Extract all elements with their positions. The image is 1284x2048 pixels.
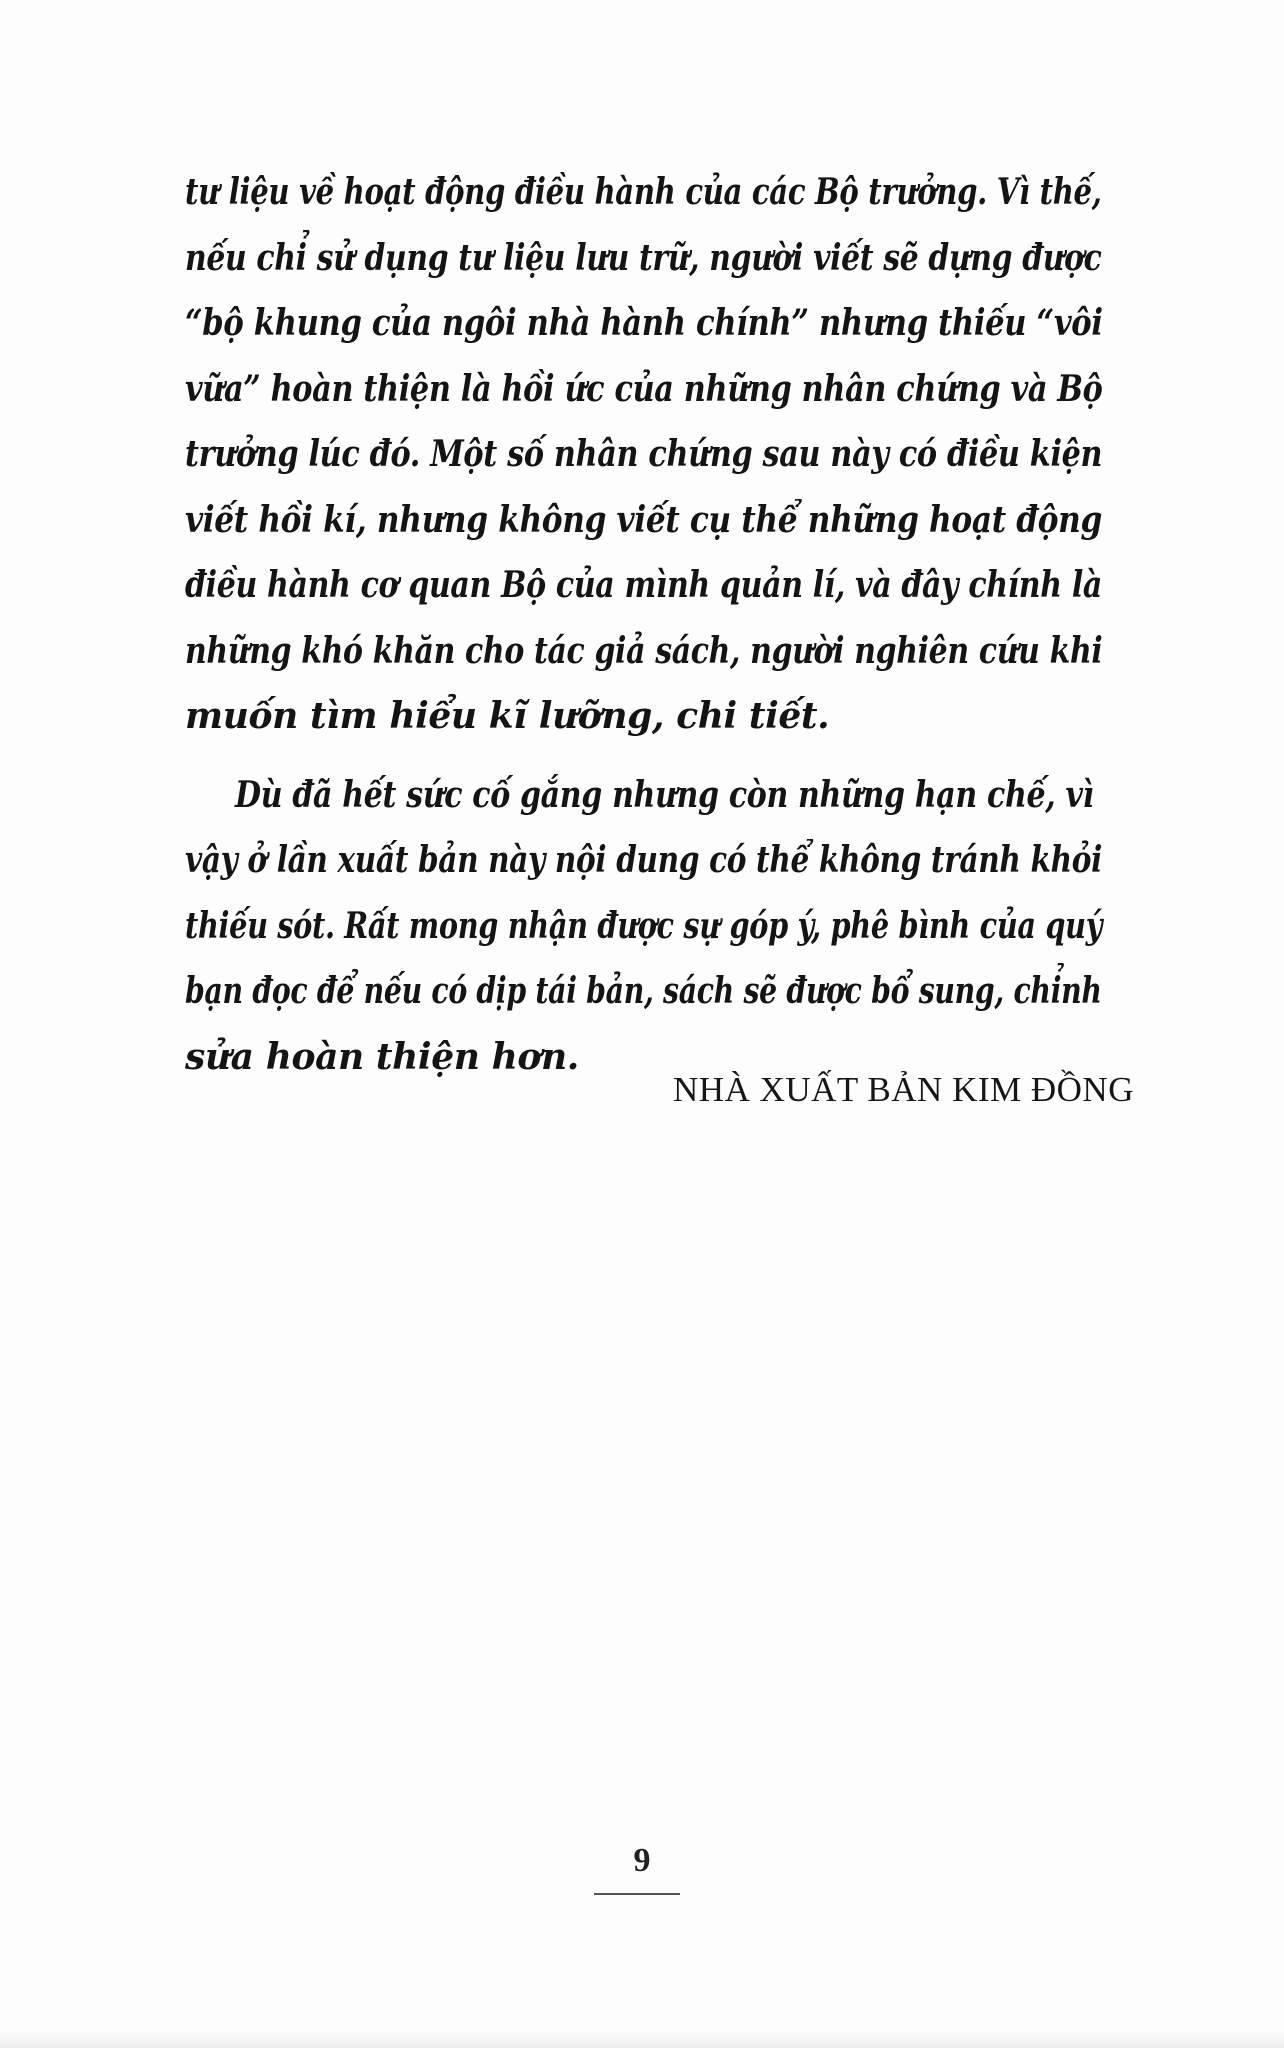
paragraph-1 — [185, 160, 1120, 750]
page-number: 9 — [633, 1842, 651, 1879]
paragraph-2-line: Dù đã hết sức cố gắng nhưng còn những hạn chế, vì — [235, 773, 1094, 816]
paragraph-1-line: trưởng lúc đó. Một số nhân chứng sau này có điều kiện — [185, 433, 1103, 475]
paragraph-1-line: viết hồi kí, nhưng không viết cụ thể những hoạt động — [185, 498, 1102, 541]
paragraph-1-line: “bộ khung của ngôi nhà hành chính” nhưng thiếu “vôi — [185, 302, 1103, 344]
paragraph-2 — [185, 763, 1120, 1091]
paragraph-1-line: tư liệu về hoạt động điều hành của các Bộ trưởng. Vì thế, — [185, 171, 1102, 213]
paragraph-1-line: nếu chỉ sử dụng tư liệu lưu trữ, người viết sẽ dựng được — [185, 236, 1102, 279]
paragraph-1-line: những khó khăn cho tác giả sách, người nghiên cứu khi — [185, 629, 1103, 672]
paragraph-2-line: thiếu sót. Rất mong nhận được sự góp ý, phê bình của quý — [185, 904, 1103, 947]
paragraph-2-line: vậy ở lần xuất bản này nội dung có thể không tránh khỏi — [185, 839, 1103, 881]
paragraph-1-line: muốn tìm hiểu kĩ lưỡng, chi tiết. — [185, 695, 830, 737]
page-edge-shadow — [0, 2030, 1284, 2048]
page-number-underline — [594, 1893, 680, 1895]
paragraph-1-line: vữa” hoàn thiện là hồi ức của những nhân chứng và Bộ — [185, 367, 1103, 410]
paragraph-2-line: sửa hoàn thiện hơn. — [185, 1035, 579, 1078]
paragraph-1-line: điều hành cơ quan Bộ của mình quản lí, và đây chính là — [185, 564, 1103, 606]
body-text — [185, 160, 1120, 1090]
publisher-signature: NHÀ XUẤT BẢN KIM ĐỒNG — [673, 1070, 1134, 1109]
paragraph-2-line: bạn đọc để nếu có dịp tái bản, sách sẽ được bổ sung, chỉnh — [185, 970, 1102, 1012]
